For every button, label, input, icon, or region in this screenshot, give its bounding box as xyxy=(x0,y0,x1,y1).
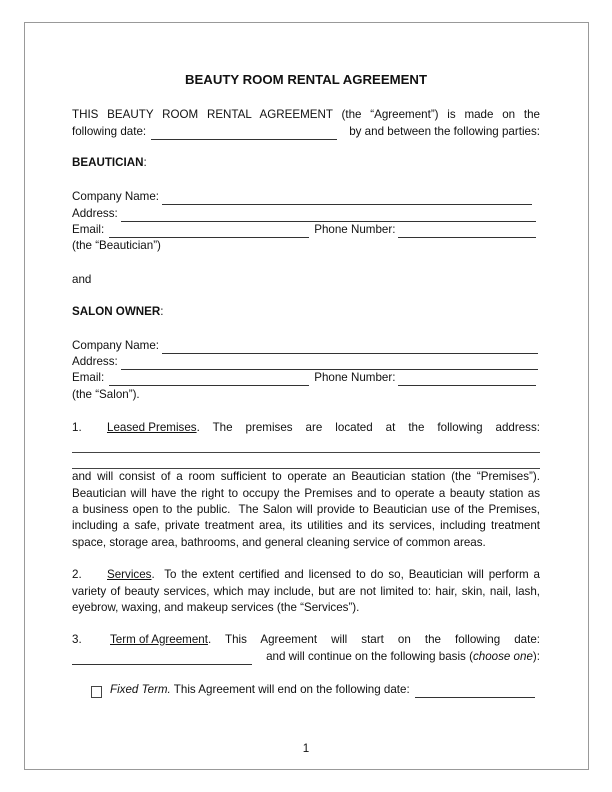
section-title: Services xyxy=(107,568,152,581)
section-number: 3. xyxy=(72,633,82,646)
salon-address-field[interactable] xyxy=(121,357,538,370)
label: Address: xyxy=(72,355,118,368)
salon-phone-field[interactable] xyxy=(398,373,536,386)
section-number: 2. xyxy=(72,568,82,581)
salon-alias: (the “Salon”). xyxy=(72,388,140,401)
label: Phone Number: xyxy=(314,371,396,384)
beautician-address-field[interactable] xyxy=(121,209,536,222)
section-1-text: including a safe, private treatment area, its utilities and its services, including treatment xyxy=(72,519,540,532)
page-number: 1 xyxy=(302,742,310,755)
section-1-heading: 1. Leased Premises . The premises are located at the following address: xyxy=(72,421,540,434)
salon-contact-row xyxy=(72,370,536,386)
start-date-field[interactable] xyxy=(72,652,252,665)
section-1-text: and will consist of a room sufficient to operate an Beautician station (the “Premises”). xyxy=(72,470,540,483)
section-1-text: space, storage area, bathrooms, and general cleaning service of common areas. xyxy=(72,536,486,549)
label: Company Name: xyxy=(72,190,159,203)
salon-company-field[interactable] xyxy=(162,341,538,354)
salon-company-row xyxy=(72,338,538,354)
beautician-alias: (the “Beautician”) xyxy=(72,239,161,252)
intro-line-2 xyxy=(72,124,540,140)
section-2-text: variety of beauty services, which may include, but are not limited to: hair, skin, nail, lash, xyxy=(72,585,540,598)
beautician-heading: BEAUTICIAN: xyxy=(72,156,147,169)
agreement-date-field[interactable] xyxy=(151,127,337,140)
salon-heading: SALON OWNER: xyxy=(72,305,164,318)
intro-parties-text: by and between the following parties: xyxy=(349,125,540,138)
salon-address-row xyxy=(72,354,538,370)
document-title: BEAUTY ROOM RENTAL AGREEMENT xyxy=(184,72,428,87)
section-2-heading: 2. Services . To the extent certified and licensed to do so, Beautician will perform a xyxy=(72,568,540,581)
section-3-heading: 3. Term of Agreement . This Agreement will start on the following date: xyxy=(72,633,540,646)
label: Email: xyxy=(72,371,105,384)
fixed-term-label: Fixed Term. xyxy=(110,683,171,696)
section-title: Term of Agreement xyxy=(110,633,208,646)
end-date-field[interactable] xyxy=(415,685,535,698)
salon-email-field[interactable] xyxy=(109,373,309,386)
fixed-term-checkbox[interactable] xyxy=(91,686,102,698)
label: Email: xyxy=(72,223,105,236)
section-number: 1. xyxy=(72,421,82,434)
section-1-text: Beautician will have the right to occupy the Premises and to operate a beauty station as xyxy=(72,487,540,500)
beautician-email-field[interactable] xyxy=(109,225,309,238)
beautician-contact-row xyxy=(72,222,536,238)
and-text: and xyxy=(72,273,92,286)
beautician-address-row xyxy=(72,206,536,222)
beautician-company-field[interactable] xyxy=(162,192,532,205)
section-title: Leased Premises xyxy=(107,421,197,434)
intro-date-label: following date: xyxy=(72,125,147,138)
beautician-phone-field[interactable] xyxy=(398,225,536,238)
beautician-company-row xyxy=(72,189,532,205)
label: Company Name: xyxy=(72,339,159,352)
section-2-text: eyebrow, waxing, and makeup services (the “Services”). xyxy=(72,601,360,614)
section-3-line-2: and will continue on the following basis (choose one): xyxy=(72,649,540,665)
premises-address-line-1[interactable] xyxy=(72,452,540,453)
fixed-term-option: Fixed Term. This Agreement will end on the following date: xyxy=(91,682,535,698)
section-1-text: a business open to the public. The Salon will provide to Beautician use of the Premises, xyxy=(72,503,540,516)
intro-line-1: THIS BEAUTY ROOM RENTAL AGREEMENT (the “Agreement”) is made on the xyxy=(72,108,540,121)
label: Address: xyxy=(72,207,118,220)
label: Phone Number: xyxy=(314,223,396,236)
